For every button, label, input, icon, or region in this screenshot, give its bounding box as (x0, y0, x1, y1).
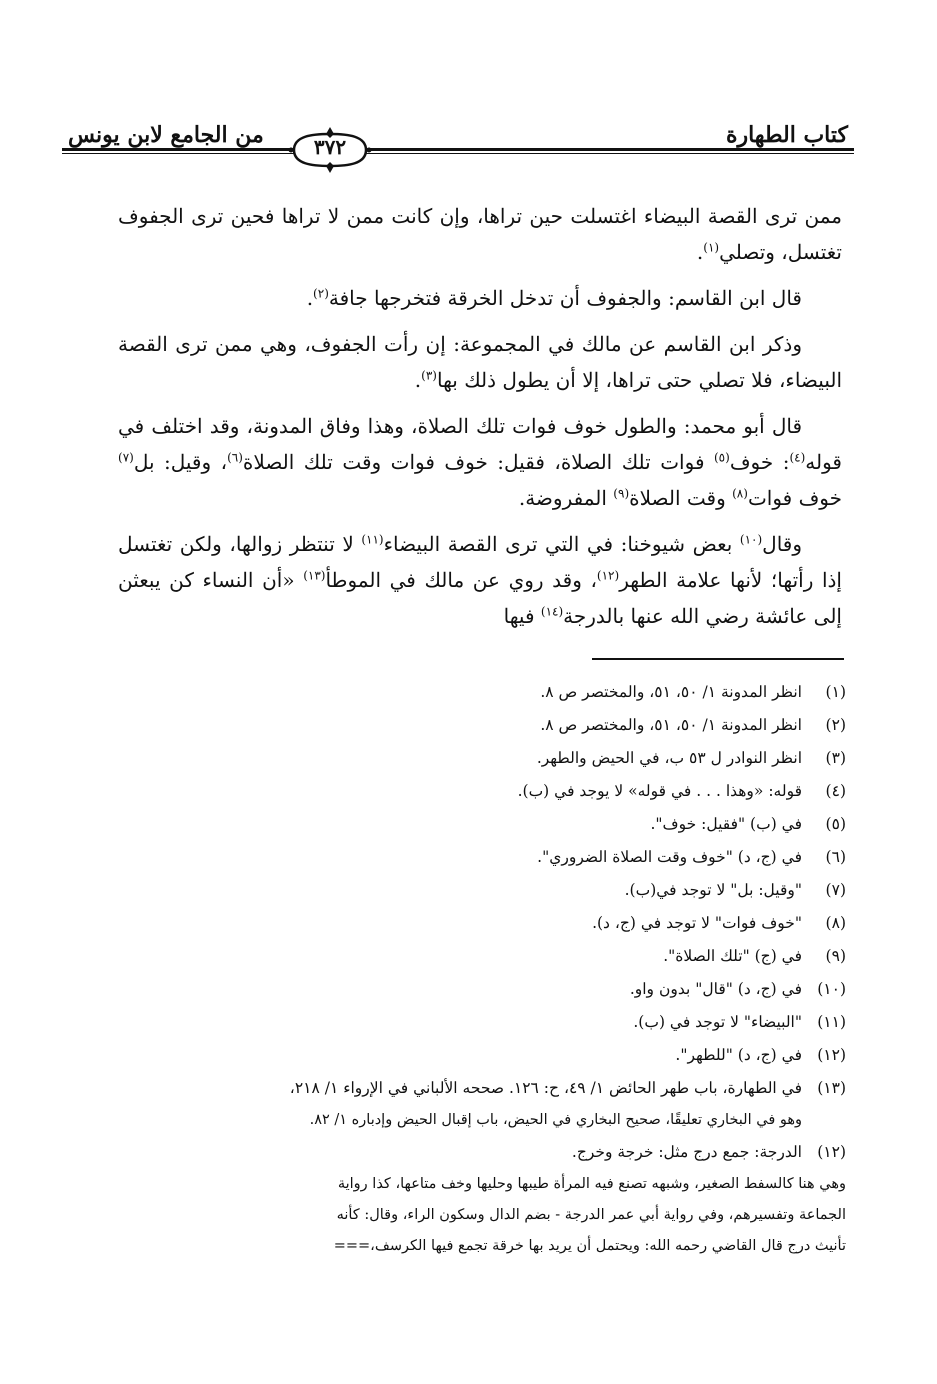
footnote-ref: (١٢) (596, 568, 620, 583)
footnote-number: (١) (825, 683, 846, 701)
footnote-text: وهو في البخاري تعليقًا، صحيح البخاري في الحيض، باب إقبال الحيض وإدباره ١/ ٨٢. (309, 1112, 802, 1128)
footnote-continuation: وهي هنا كالسفط الصغير، وشبهه تصنع فيه المرأة طيبها وحليها وخف متاعها، كذا رواية (337, 1176, 846, 1192)
footnote-number: (٨) (825, 914, 846, 932)
paragraph-3: وذكر ابن القاسم عن مالك في المجموعة: إن رأت الجفوف، وهي ممن ترى القصة البيضاء، فلا تصلي حتى تراها، إلا أن يطول ذلك بها$^{(٣)}$. (118, 332, 842, 392)
footnote-ref: (٨) (732, 486, 748, 501)
running-header (62, 122, 854, 182)
footnote-text: في (ج، د) "خوف وقت الصلاة الضروري". (537, 848, 802, 866)
footnote-number: (١٣) (817, 1079, 846, 1097)
book-title: من الجامع لابن يونس (62, 122, 270, 148)
footnote-ref: (١٠) (739, 532, 763, 547)
footnote-text: الدرجة: جمع درج مثل: خرجة وخرج. (571, 1143, 802, 1161)
footnote-text: في (ج، د) "قال" بدون واو. (629, 980, 802, 998)
footnote-text: انظر المدونة ١/ ٥٠، ٥١، والمختصر ص ٨. (540, 716, 802, 734)
footnote-ref: (١) (703, 240, 720, 255)
page-number-ornament (288, 126, 372, 174)
footnote (110, 940, 846, 973)
footnote (110, 676, 846, 709)
footnote-text: "خوف فوات" لا توجد في (ج، د). (592, 914, 802, 932)
footnote (110, 742, 846, 775)
footnote-number: (١٢) (817, 1046, 846, 1064)
footnote-number: (٩) (825, 947, 846, 965)
header-rule (62, 148, 854, 151)
footnote-text: انظر النوادر ل ٥٣ ب، في الحيض والطهر. (536, 749, 802, 767)
footnote-text: "البيضاء" لا توجد في (ب). (633, 1013, 802, 1031)
footnote-text: في (ج، د) "للطهر". (675, 1046, 802, 1064)
footnote-text: في (ج) "تلك الصلاة". (663, 947, 802, 965)
footnote-number: (٤) (825, 782, 846, 800)
footnote-ref: (٣) (421, 368, 437, 383)
footnote-continuation (110, 1105, 846, 1136)
footnote-ref: (٩) (613, 486, 630, 501)
footnote-ref: (٧) (118, 450, 134, 465)
footnote-continuation: تأنيث درج قال القاضي رحمه الله: ويحتمل أن يريد بها خرقة تجمع فيها الكرسف،=== (333, 1238, 846, 1254)
footnote-text: في (ب) "فقيل: خوف". (650, 815, 802, 833)
footnote-number: (٥) (825, 815, 846, 833)
footnote-number: (١٠) (817, 980, 846, 998)
footnote (110, 1136, 846, 1169)
footnote-text: انظر المدونة ١/ ٥٠، ٥١، والمختصر ص ٨. (540, 683, 802, 701)
footnote-ref: (١٣) (303, 568, 326, 583)
paragraph-5: وقال$^{(١٠)}$ بعض شيوخنا: في التي ترى القصة البيضاء$^{(١١)}$ لا تنتظر زوالها، ولكن تغتسل إذا رأتها؛ لأنها علامة الطهر$^{(١٢)}$، وقد روي عن مالك في الموطأ$^{(١٣)}$ «أن النساء كن يبعثن إلى عائشة رضي الله عنها بالدرجة$^{(١٤)}$ فيها (118, 532, 842, 628)
footnote-ref: (١١) (361, 532, 384, 547)
paragraph-4: قال أبو محمد: والطول خوف فوات تلك الصلاة، وهذا وفاق المدونة، وقد اختلف في قوله$^{(٤)}$: خوف$^{(٥)}$ فوات تلك الصلاة، فقيل: خوف فوات وقت تلك الصلاة$^{(٦)}$، وقيل: بل$^{(٧)}$ خوف فوات$^{(٨)}$ وقت الصلاة$^{(٩)}$ المفروضة. (118, 414, 842, 510)
footnote-text: "وقيل: بل" لا توجد في(ب). (624, 881, 802, 899)
footnote-number: (٣) (825, 749, 846, 767)
main-text (118, 198, 842, 644)
footnote-number: (٧) (825, 881, 846, 899)
footnote-number: (٦) (825, 848, 846, 866)
footnote-text: في الطهارة، باب طهر الحائض ١/ ٤٩، ح: ١٢٦. صححه الألباني في الإرواء ١/ ٢١٨، (289, 1079, 802, 1097)
footnote-number: (٢) (825, 716, 846, 734)
page-number: ٣٧٢ (313, 135, 347, 159)
footnote (110, 907, 846, 940)
footnotes (110, 676, 846, 1262)
footnote (110, 874, 846, 907)
footnote-ref: (٥) (713, 450, 730, 465)
footnote-number: (١١) (817, 1013, 846, 1031)
footnote (110, 841, 846, 874)
footnote (110, 1006, 846, 1039)
paragraph-2: قال ابن القاسم: والجفوف أن تدخل الخرقة فتخرجها جافة$^{(٢)}$. (306, 286, 802, 310)
footnote (110, 973, 846, 1006)
footnote-number: (١٢) (817, 1143, 846, 1161)
footnote (110, 709, 846, 742)
footnote-ref: (١٤) (540, 604, 564, 619)
footnote (110, 808, 846, 841)
footnote (110, 1072, 846, 1105)
footnote (110, 1039, 846, 1072)
book-section-title: كتاب الطهارة (720, 122, 854, 148)
footnote (110, 775, 846, 808)
footnote-ref: (٦) (227, 450, 243, 465)
footnote-separator (592, 658, 844, 660)
paragraph-1: ممن ترى القصة البيضاء اغتسلت حين تراها، وإن كانت ممن لا تراها فحين ترى الجفوف تغتسل، وتصلي$^{(١)}$. (118, 204, 842, 264)
header-rule-thin (62, 153, 854, 154)
footnote-text: قوله: «وهذا . . . في قوله» لا يوجد في (ب). (517, 782, 802, 800)
footnote-ref: (٢) (313, 286, 329, 301)
footnote-ref: (٤) (789, 450, 806, 465)
footnote-continuation: الجماعة وتفسيرهم، وفي رواية أبي عمر الدرجة - بضم الدال وسكون الراء، وقال: كأنه (336, 1207, 846, 1223)
